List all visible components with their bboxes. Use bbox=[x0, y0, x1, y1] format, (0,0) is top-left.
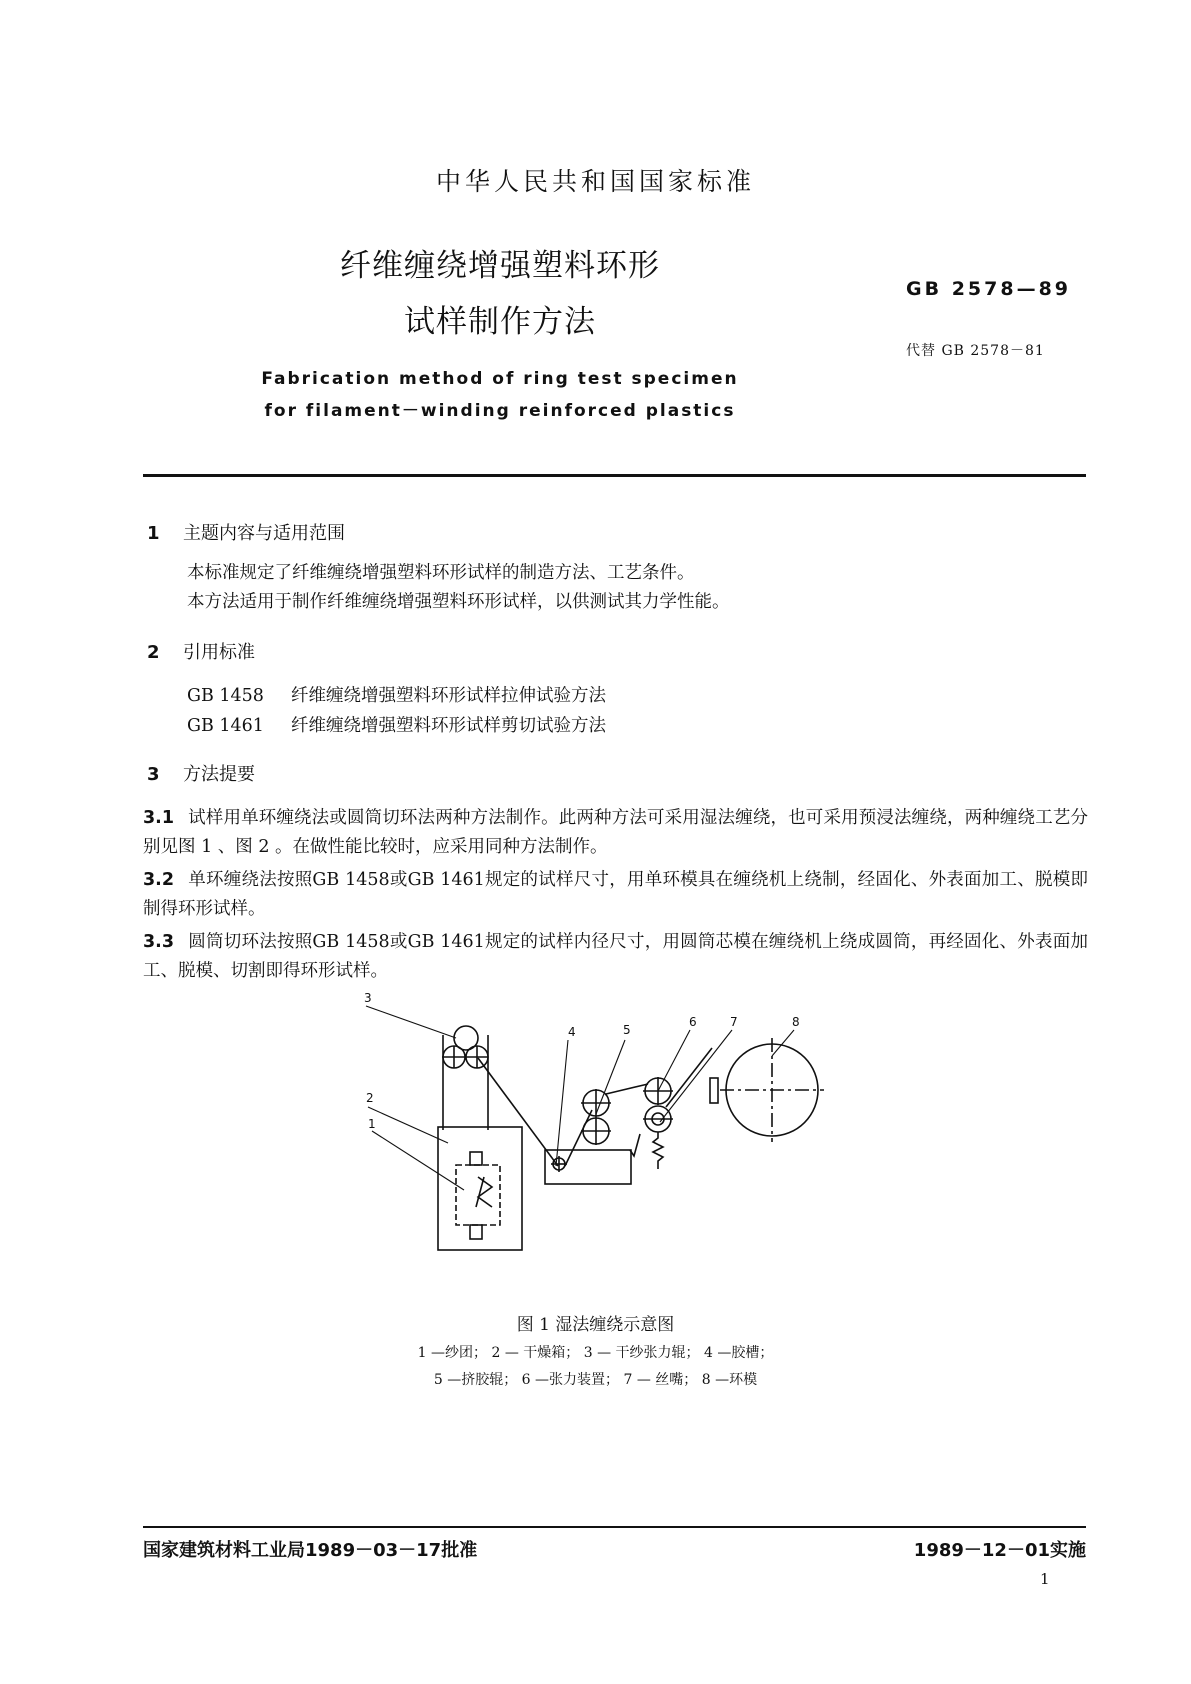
issuer-line: 中华人民共和国国家标准 bbox=[435, 167, 755, 196]
callout-1: 1 bbox=[368, 1117, 376, 1131]
title-en-line-1: Fabrication method of ring test specimen bbox=[261, 369, 739, 389]
reference-code: GB 1458 bbox=[187, 686, 264, 706]
effective-date: 1989－12－01实施 bbox=[913, 1540, 1086, 1561]
callout-6: 6 bbox=[689, 1015, 697, 1029]
standard-number: GB 2578—89 bbox=[906, 278, 1072, 300]
title-zh-line-2: 试样制作方法 bbox=[404, 304, 596, 340]
drying-oven-icon bbox=[438, 1127, 522, 1250]
header-divider bbox=[143, 474, 1086, 477]
callout-5: 5 bbox=[623, 1023, 631, 1037]
leader-lines bbox=[366, 1006, 794, 1190]
section-1-paragraph-1: 本标准规定了纤维缠绕增强塑料环形试样的制造方法、工艺条件。 bbox=[187, 563, 695, 583]
section-2-heading bbox=[147, 638, 255, 664]
figure-legend-line-1: 1 —纱团； 2 — 干燥箱； 3 — 干纱张力辊； 4 —胶槽； bbox=[417, 1345, 774, 1361]
section-1-number: 1 bbox=[147, 523, 160, 544]
reference-row bbox=[187, 682, 606, 707]
yarn-bobbin-icon bbox=[456, 1152, 500, 1239]
section-3-title: 方法提要 bbox=[183, 764, 255, 785]
fiber-path bbox=[666, 1048, 712, 1107]
figure-1 bbox=[360, 990, 840, 1300]
figure-legend-line-2: 5 —挤胶辊； 6 —张力装置； 7 — 丝嘴； 8 —环模 bbox=[433, 1372, 758, 1388]
title-zh-line-1: 纤维缠绕增强塑料环形 bbox=[340, 248, 660, 284]
replaces-note: 代替 GB 2578－81 bbox=[906, 343, 1045, 359]
section-1-heading bbox=[147, 519, 345, 545]
clause-3-3 bbox=[143, 928, 1088, 986]
title-en-line-2: for filament－winding reinforced plastics bbox=[264, 401, 736, 421]
figure-caption: 图 1 湿法缠绕示意图 bbox=[516, 1315, 675, 1335]
section-2-title: 引用标准 bbox=[183, 642, 255, 663]
clause-number: 3.1 bbox=[143, 808, 175, 828]
glue-tank-icon bbox=[545, 1150, 631, 1184]
fiber-path bbox=[565, 1110, 592, 1166]
clause-3-2 bbox=[143, 866, 1088, 924]
clause-text: 圆筒切环法按照GB 1458或GB 1461规定的试样内径尺寸，用圆筒芯模在缠绕机上绕成圆筒，再经固化、外表面加工、脱模、切割即得环形试样。 bbox=[143, 932, 1088, 981]
reference-title: 纤维缠绕增强塑料环形试样拉伸试验方法 bbox=[291, 686, 606, 706]
wet-winding-diagram bbox=[360, 990, 840, 1300]
tension-device-icon bbox=[630, 1077, 673, 1169]
clause-number: 3.3 bbox=[143, 932, 175, 952]
nozzle-icon bbox=[710, 1078, 718, 1103]
callout-3: 3 bbox=[364, 991, 372, 1005]
section-1-paragraph-2: 本方法适用于制作纤维缠绕增强塑料环形试样，以供测试其力学性能。 bbox=[187, 592, 730, 612]
squeeze-roller-icon bbox=[581, 1089, 611, 1145]
page-number: 1 bbox=[1040, 1570, 1050, 1588]
section-3-heading bbox=[147, 760, 255, 786]
callout-2: 2 bbox=[366, 1091, 374, 1105]
footer-divider bbox=[143, 1526, 1086, 1528]
section-1-title: 主题内容与适用范围 bbox=[183, 523, 345, 544]
reference-code: GB 1461 bbox=[187, 716, 264, 736]
ring-mould-icon bbox=[720, 1038, 824, 1142]
callout-4: 4 bbox=[568, 1025, 576, 1039]
document-title-zh bbox=[300, 238, 700, 350]
section-3-number: 3 bbox=[147, 764, 160, 785]
clause-3-1 bbox=[143, 804, 1088, 862]
fiber-path bbox=[606, 1084, 648, 1094]
clause-number: 3.2 bbox=[143, 870, 175, 890]
section-2-number: 2 bbox=[147, 642, 160, 663]
clause-text: 试样用单环缠绕法或圆筒切环法两种方法制作。此两种方法可采用湿法缠绕，也可采用预浸法缠绕，两种缠绕工艺分别见图 1 、图 2 。在做性能比较时，应采用同种方法制作。 bbox=[143, 808, 1088, 857]
clause-text: 单环缠绕法按照GB 1458或GB 1461规定的试样尺寸，用单环模具在缠绕机上绕制，经固化、外表面加工、脱模即制得环形试样。 bbox=[143, 870, 1088, 919]
reference-row bbox=[187, 712, 606, 737]
reference-title: 纤维缠绕增强塑料环形试样剪切试验方法 bbox=[291, 716, 606, 736]
callout-8: 8 bbox=[792, 1015, 800, 1029]
approval-note: 国家建筑材料工业局1989－03－17批准 bbox=[143, 1540, 478, 1561]
callout-7: 7 bbox=[730, 1015, 738, 1029]
document-title-en bbox=[200, 363, 800, 427]
